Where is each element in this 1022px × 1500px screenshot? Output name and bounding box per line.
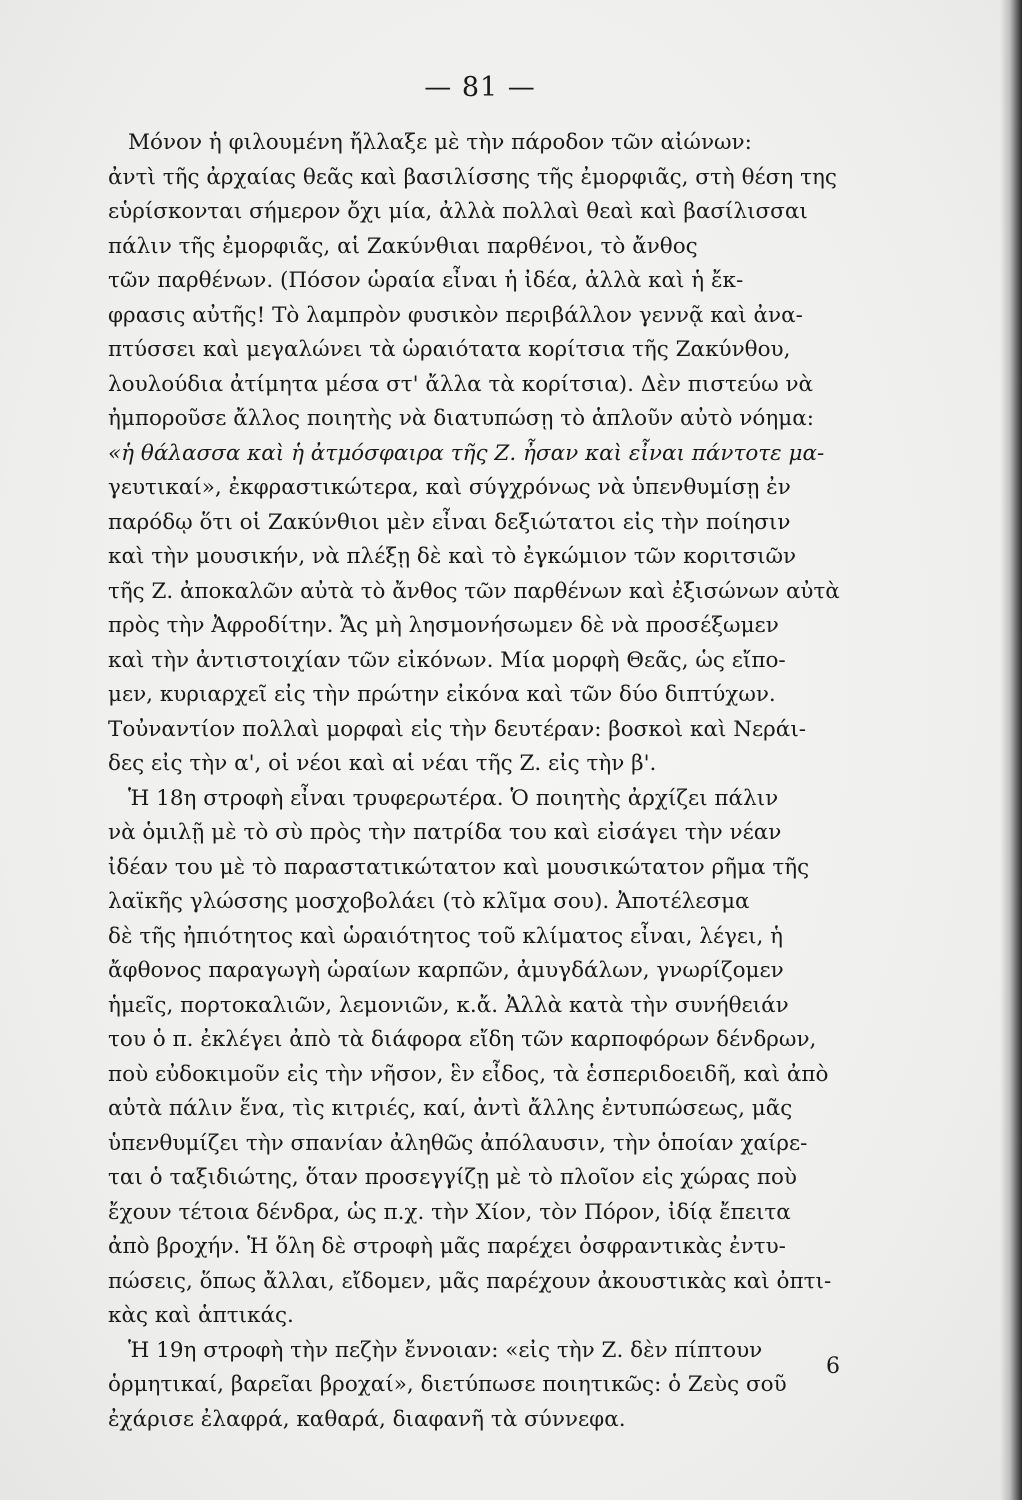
text-line-36: Ἡ 19η στροφὴ τὴν πεζὴν ἔννοιαν: «εἰς τὴν Ζ. δὲν πίπτουν <box>128 1337 763 1363</box>
text-line-27: του ὁ π. ἐκλέγει ἀπὸ τὰ διάφορα εἴδη τῶν καρποφόρων δένδρων, <box>108 1027 817 1052</box>
text-line-2: ἀντὶ τῆς ἀρχαίας θεᾶς καὶ βασιλίσσης τῆς ἐμορφιᾶς, στὴ θέση της <box>108 164 837 190</box>
text-line-19: δες εἰς τὴν α', οἱ νέοι καὶ αἱ νέαι τῆς Ζ. εἰς τὴν β'. <box>108 751 657 776</box>
text-line-15: πρὸς τὴν Ἀφροδίτην. Ἄς μὴ λησμονήσωμεν δὲ νὰ προσέξωμεν <box>108 613 779 638</box>
text-line-1: Μόνον ἡ φιλουμένη ἤλλαξε μὲ τὴν πάροδον τῶν αἰώνων: <box>128 130 752 155</box>
text-line-38: ἐχάρισε ἐλαφρά, καθαρά, διαφανῆ τὰ σύννεφα. <box>108 1406 626 1432</box>
text-line-26: ἡμεῖς, πορτοκαλιῶν, λεμονιῶν, κ.ἄ. Ἀλλὰ κατὰ τὴν συνήθειάν <box>108 992 789 1018</box>
text-line-8: λουλούδια ἀτίμητα μέσα στ' ἄλλα τὰ κορίτσια). Δὲν πιστεύω νὰ <box>108 371 814 397</box>
text-line-14: τῆς Ζ. ἀποκαλῶν αὐτὰ τὸ ἄνθος τῶν παρθένων καὶ ἐξισώνων αὐτὰ <box>108 578 840 604</box>
text-line-3: εὑρίσκονται σήμερον ὄχι μία, ἀλλὰ πολλαὶ θεαὶ καὶ βασίλισσαι <box>108 199 808 224</box>
text-line-17: μεν, κυριαρχεῖ εἰς τὴν πρώτην εἰκόνα καὶ τῶν δύο διπτύχων. <box>108 682 776 707</box>
text-line-31: ται ὁ ταξιδιώτης, ὅταν προσεγγίζῃ μὲ τὸ πλοῖον εἰς χώρας ποὺ <box>108 1165 797 1190</box>
text-line-12: παρόδῳ ὅτι οἱ Ζακύνθιοι μὲν εἶναι δεξιώτατοι εἰς τὴν ποίησιν <box>108 509 791 535</box>
text-line-9: ἠμποροῦσε ἄλλος ποιητὴς νὰ διατυπώσῃ τὸ ἁπλοῦν αὐτὸ νόημα: <box>108 406 814 431</box>
text-line-22: ἰδέαν του μὲ τὸ παραστατικώτατον καὶ μουσικώτατον ρῆμα τῆς <box>108 854 810 880</box>
text-line-5: τῶν παρθένων. (Πόσον ὡραία εἶναι ἡ ἰδέα, ἀλλὰ καὶ ἡ ἔκ- <box>108 268 744 293</box>
signature-mark: 6 <box>826 1354 840 1379</box>
text-line-32: ἔχουν τέτοια δένδρα, ὡς π.χ. τὴν Χίον, τὸν Πόρον, ἰδίᾳ ἔπειτα <box>108 1199 791 1225</box>
text-line-34: πώσεις, ὅπως ἄλλαι, εἴδομεν, μᾶς παρέχουν ἀκουστικὰς καὶ ὀπτι- <box>108 1268 832 1294</box>
text-line-20: Ἡ 18η στροφὴ εἶναι τρυφερωτέρα. Ὁ ποιητὴς ἀρχίζει πάλιν <box>128 785 779 811</box>
text-line-33: ἀπὸ βροχήν. Ἡ ὅλη δὲ στροφὴ μᾶς παρέχει ὀσφραντικὰς ἐντυ- <box>108 1234 786 1259</box>
text-line-29: αὐτὰ πάλιν ἕνα, τὶς κιτριές, καί, ἀντὶ ἄλλης ἐντυπώσεως, μᾶς <box>108 1096 793 1121</box>
text-line-13: καὶ τὴν μουσικήν, νὰ πλέξῃ δὲ καὶ τὸ ἐγκώμιον τῶν κοριτσιῶν <box>108 544 797 569</box>
text-line-18: Τοὐναντίον πολλαὶ μορφαὶ εἰς τὴν δευτέραν: βοσκοὶ καὶ Νεράι- <box>108 716 807 742</box>
text-line-30: ὑπενθυμίζει τὴν σπανίαν ἀληθῶς ἀπόλαυσιν, τὴν ὁποίαν χαίρε- <box>108 1130 808 1156</box>
text-line-37: ὁρμητικαί, βαρεῖαι βροχαί», διετύπωσε ποιητικῶς: ὁ Ζεὺς σοῦ <box>108 1372 787 1397</box>
text-line-4: πάλιν τῆς ἐμορφιᾶς, αἱ Ζακύνθιαι παρθένοι, τὸ ἄνθος <box>108 233 698 259</box>
text-line-23: λαϊκῆς γλώσσης μοσχοβολάει (τὸ κλῖμα σου). Ἀποτέλεσμα <box>108 889 750 914</box>
text-line-7: πτύσσει καὶ μεγαλώνει τὰ ὡραιότατα κορίτσια τῆς Ζακύνθου, <box>108 337 791 362</box>
text-line-21: νὰ ὁμιλῇ μὲ τὸ σὺ πρὸς τὴν πατρίδα του καὶ εἰσάγει τὴν νέαν <box>108 820 782 845</box>
text-line-6: φρασις αὐτῆς! Τὸ λαμπρὸν φυσικὸν περιβάλλον γεννᾷ καὶ ἀνα- <box>108 302 803 328</box>
text-line-16: καὶ τὴν ἀντιστοιχίαν τῶν εἰκόνων. Μία μορφὴ Θεᾶς, ὡς εἴπο- <box>108 647 786 673</box>
text-line-10: «ἡ θάλασσα καὶ ἡ ἀτμόσφαιρα τῆς Ζ. ἦσαν καὶ εἶναι πάντοτε μα- <box>108 440 825 466</box>
text-line-28: ποὺ εὐδοκιμοῦν εἰς τὴν νῆσον, ἓν εἶδος, τὰ ἑσπεριδοειδῆ, καὶ ἀπὸ <box>108 1061 829 1087</box>
body-text <box>108 126 840 1437</box>
text-line-35: κὰς καὶ ἁπτικάς. <box>108 1303 294 1328</box>
text-line-24: δὲ τῆς ἠπιότητος καὶ ὡραιότητος τοῦ κλίματος εἶναι, λέγει, ἡ <box>108 923 784 949</box>
page-binding-shadow <box>1000 0 1022 1500</box>
text-line-25: ἄφθονος παραγωγὴ ὡραίων καρπῶν, ἀμυγδάλων, γνωρίζομεν <box>108 958 784 983</box>
page-number-header: — 81 — <box>424 72 536 103</box>
text-line-11: γευτικαί», ἐκφραστικώτερα, καὶ σύγχρόνως νὰ ὑπενθυμίσῃ ἐν <box>108 475 791 500</box>
